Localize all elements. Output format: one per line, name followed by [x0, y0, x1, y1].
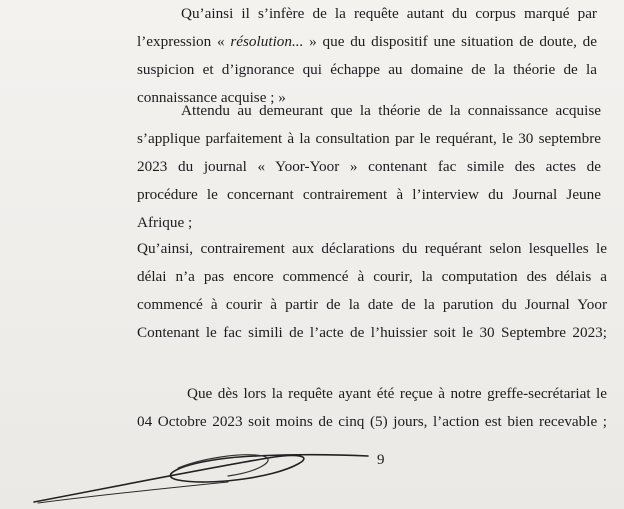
- paragraph-3-line-2: délai n’a pas encore commencé à courir, la computation des délais a: [137, 268, 607, 285]
- paragraph-1-line-1: Qu’ainsi il s’infère de la requête autant du corpus marqué par: [181, 5, 597, 22]
- paragraph-1: [137, 0, 597, 112]
- paragraph-2-line-4: procédure le concernant contrairement à l’interview du Journal Jeune: [137, 186, 601, 203]
- page-number: 9: [377, 452, 385, 468]
- paragraph-4-line-1: Que dès lors la requête ayant été reçue à notre greffe-secrétariat le: [187, 385, 607, 402]
- paragraph-1-line-2: l’expression « résolution... » que du dispositif une situation de doute, de: [137, 33, 597, 50]
- handwritten-signature: [28, 446, 388, 506]
- paragraph-3-line-3: commencé à courir à partir de la date de la parution du Journal Yoor: [137, 296, 607, 313]
- paragraph-2-line-5: Afrique ;: [137, 214, 193, 231]
- paragraph-3-line-1: Qu’ainsi, contrairement aux déclarations du requérant selon lesquelles le: [137, 240, 607, 257]
- paragraph-3-line-4: Contenant le fac simili de l’acte de l’huissier soit le 30 Septembre 2023;: [137, 324, 607, 341]
- paragraph-3: [137, 235, 607, 347]
- paragraph-2: [137, 97, 601, 237]
- paragraph-2-line-3: 2023 du journal « Yoor-Yoor » contenant fac simile des actes de: [137, 158, 601, 175]
- paragraph-2-line-1: Attendu au demeurant que la théorie de la connaissance acquise: [181, 102, 601, 119]
- paragraph-4: [137, 380, 607, 436]
- paragraph-1-line-3: suspicion et d’ignorance qui échappe au domaine de la théorie de la: [137, 61, 597, 78]
- paragraph-1-line-4: connaissance acquise ; »: [137, 89, 286, 106]
- paragraph-2-line-2: s’applique parfaitement à la consultation par le requérant, le 30 septembre: [137, 130, 601, 147]
- paragraph-4-line-2: 04 Octobre 2023 soit moins de cinq (5) jours, l’action est bien recevable ;: [137, 413, 607, 430]
